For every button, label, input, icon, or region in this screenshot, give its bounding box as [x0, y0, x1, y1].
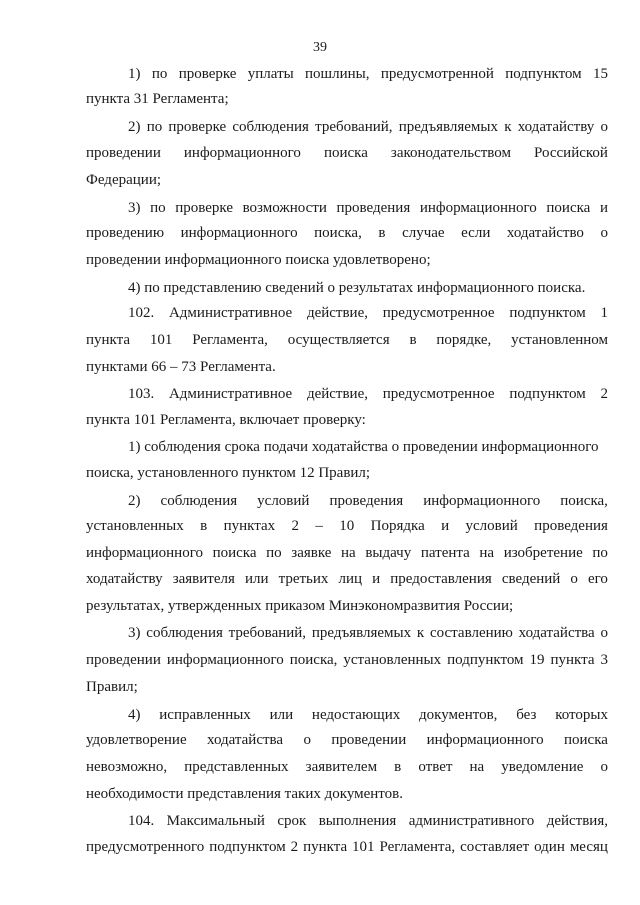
word: требований, [228, 625, 307, 641]
word: пункта [303, 839, 348, 855]
word: 2) [128, 493, 141, 509]
word: 2) [128, 119, 141, 135]
word: его [587, 571, 608, 587]
word: ходатайства [518, 625, 595, 641]
word: информационного [166, 652, 284, 668]
word: в [200, 518, 208, 534]
word: 3) [128, 200, 141, 216]
word: 102. [128, 305, 155, 321]
word: один [534, 839, 565, 855]
word: 4) [128, 707, 141, 723]
word: в [394, 759, 402, 775]
word: поиска [323, 145, 368, 161]
text-line [86, 544, 608, 562]
text-line: 1) соблюдения срока подачи ходатайства о проведении информационного [128, 439, 599, 455]
word: проведении [86, 145, 161, 161]
word: условий [257, 493, 310, 509]
text-line [128, 492, 608, 510]
word: информационного [423, 493, 541, 509]
word: подпунктом [447, 652, 524, 668]
word: действия, [546, 813, 608, 829]
word: требований, [315, 119, 393, 135]
text-line [86, 517, 608, 535]
word: ответ [418, 759, 453, 775]
word: ходатайству [86, 571, 163, 587]
word: ходатайство [506, 225, 584, 241]
word: соблюдения [160, 493, 238, 509]
word: патента [420, 545, 470, 561]
word: и [599, 200, 608, 216]
word: по [266, 545, 282, 561]
text-line: необходимости представления таких документов. [86, 786, 403, 802]
word: невозможно, [86, 759, 168, 775]
word: предусмотренное [382, 305, 495, 321]
word: информационного [419, 200, 537, 216]
word: на [341, 545, 356, 561]
word: предусмотренной [380, 66, 494, 82]
word: поиска [212, 545, 257, 561]
word: Регламента, [192, 332, 268, 348]
word: проведения [329, 493, 404, 509]
word: ходатайства [207, 732, 284, 748]
word: заявителем [305, 759, 378, 775]
word: 15 [592, 66, 608, 82]
word: проведении [331, 732, 407, 748]
text-line: пункта 101 Регламента, включает проверку: [86, 412, 366, 428]
page-number: 39 [313, 40, 327, 55]
word: документов, [419, 707, 498, 723]
word: уведомление [501, 759, 584, 775]
word: случае [402, 225, 445, 241]
word: 10 [339, 518, 355, 534]
word: действие, [306, 305, 368, 321]
word: информационного [180, 225, 298, 241]
text-line: пунктами 66 – 73 Регламента. [86, 359, 276, 375]
word: Административное [168, 386, 293, 402]
word: 101 [352, 839, 375, 855]
word: по [592, 545, 608, 561]
text-line: Правил; [86, 679, 138, 695]
word: 2 [291, 518, 300, 534]
word: по [151, 66, 168, 82]
word: пункта [86, 332, 131, 348]
word: лиц [338, 571, 363, 587]
word: уплаты [247, 66, 294, 82]
text-line [128, 304, 608, 322]
word: 2 [600, 386, 608, 402]
word: по [150, 200, 166, 216]
word: о [600, 759, 608, 775]
word: заявителя [172, 571, 235, 587]
text-line [128, 624, 608, 642]
word: удовлетворение [86, 732, 187, 748]
word: месяц [569, 839, 608, 855]
word: подпунктом [509, 386, 586, 402]
text-line [128, 706, 608, 724]
word: если [461, 225, 491, 241]
word: проведению [86, 225, 165, 241]
text-line [128, 118, 608, 136]
word: Порядка [370, 518, 425, 534]
word: соблюдения [232, 119, 309, 135]
word: подпунктом [505, 66, 582, 82]
text-line [86, 651, 608, 669]
word: проведении [86, 652, 161, 668]
word: установленных [86, 518, 184, 534]
word: составляет [460, 839, 530, 855]
word: 103. [128, 386, 155, 402]
word: предусмотренного [86, 839, 205, 855]
word: подпунктом [209, 839, 286, 855]
word: выдачу [365, 545, 412, 561]
text-line [128, 385, 608, 403]
word: по [146, 119, 163, 135]
word: 1) [128, 66, 141, 82]
word: проведения [534, 518, 608, 534]
text-line: результатах, утвержденных приказом Минэкономразвития России; [86, 598, 514, 614]
word: пункта [550, 652, 595, 668]
word: о [570, 571, 578, 587]
text-line: 4) по представлению сведений о результатах информационного поиска. [128, 280, 586, 296]
text-line [86, 838, 608, 856]
word: информационного [86, 545, 203, 561]
word: порядке, [436, 332, 492, 348]
word: информационного [426, 732, 544, 748]
word: третьих [278, 571, 329, 587]
text-line: пункта 31 Регламента; [86, 91, 229, 107]
word: 3 [600, 652, 608, 668]
text-line: поиска, установленного пунктом 12 Правил; [86, 465, 371, 481]
word: действие, [306, 386, 368, 402]
word: к [504, 119, 512, 135]
text-line [86, 144, 608, 162]
text-line [128, 65, 608, 83]
word: на [479, 545, 495, 561]
word: 104. [128, 813, 155, 829]
word: информационного [183, 145, 301, 161]
word: 1 [600, 305, 608, 321]
word: о [600, 225, 608, 241]
word: сведений [501, 571, 561, 587]
word: предусмотренное [382, 386, 495, 402]
word: пошлины, [305, 66, 370, 82]
word: Российской [534, 145, 608, 161]
text-line: Федерации; [86, 172, 162, 188]
word: 3) [128, 625, 141, 641]
word: на [469, 759, 485, 775]
word: ходатайству [517, 119, 595, 135]
word: условий [465, 518, 518, 534]
word: пунктах [223, 518, 276, 534]
word: соблюдения [146, 625, 223, 641]
word: поиска [546, 200, 591, 216]
word: Регламента, [379, 839, 456, 855]
word: в [378, 225, 386, 241]
word: без [516, 707, 537, 723]
word: о [600, 119, 608, 135]
word: заявке [291, 545, 332, 561]
word: выполнения [318, 813, 397, 829]
word: которых [555, 707, 608, 723]
word: установленных [343, 652, 442, 668]
word: проверке [175, 200, 233, 216]
word: установленном [511, 332, 608, 348]
word: составлению [429, 625, 513, 641]
word: поиска, [560, 493, 608, 509]
word: или [244, 571, 269, 587]
word: или [269, 707, 294, 723]
word: срок [277, 813, 307, 829]
word: проверке [168, 119, 227, 135]
word: предъявляемых [398, 119, 499, 135]
text-line [86, 758, 608, 776]
word: Максимальный [166, 813, 265, 829]
text-line: проведении информационного поиска удовлетворено; [86, 252, 431, 268]
word: 2 [290, 839, 299, 855]
word: поиска, [289, 652, 338, 668]
word: представленных [184, 759, 289, 775]
word: поиска [564, 732, 608, 748]
word: осуществляется [287, 332, 390, 348]
word: в [409, 332, 417, 348]
word: законодательством [390, 145, 511, 161]
word: к [416, 625, 425, 641]
word: и [372, 571, 381, 587]
text-line [128, 812, 608, 830]
word: проведения [336, 200, 411, 216]
word: недостающих [311, 707, 401, 723]
word: административного [408, 813, 535, 829]
word: и [441, 518, 450, 534]
word: – [315, 518, 323, 534]
text-line [86, 224, 608, 242]
text-line [128, 199, 608, 217]
word: предъявляемых [311, 625, 412, 641]
word: о [600, 625, 608, 641]
word: возможности [242, 200, 327, 216]
word: исправленных [159, 707, 251, 723]
text-line [86, 331, 608, 349]
word: 101 [149, 332, 173, 348]
word: поиска, [314, 225, 362, 241]
word: Административное [168, 305, 293, 321]
word: проверке [178, 66, 237, 82]
word: предоставления [390, 571, 492, 587]
text-line [86, 731, 608, 749]
word: 19 [529, 652, 545, 668]
text-line [86, 570, 608, 588]
word: о [303, 732, 311, 748]
word: подпунктом [509, 305, 586, 321]
word: изобретение [503, 545, 583, 561]
